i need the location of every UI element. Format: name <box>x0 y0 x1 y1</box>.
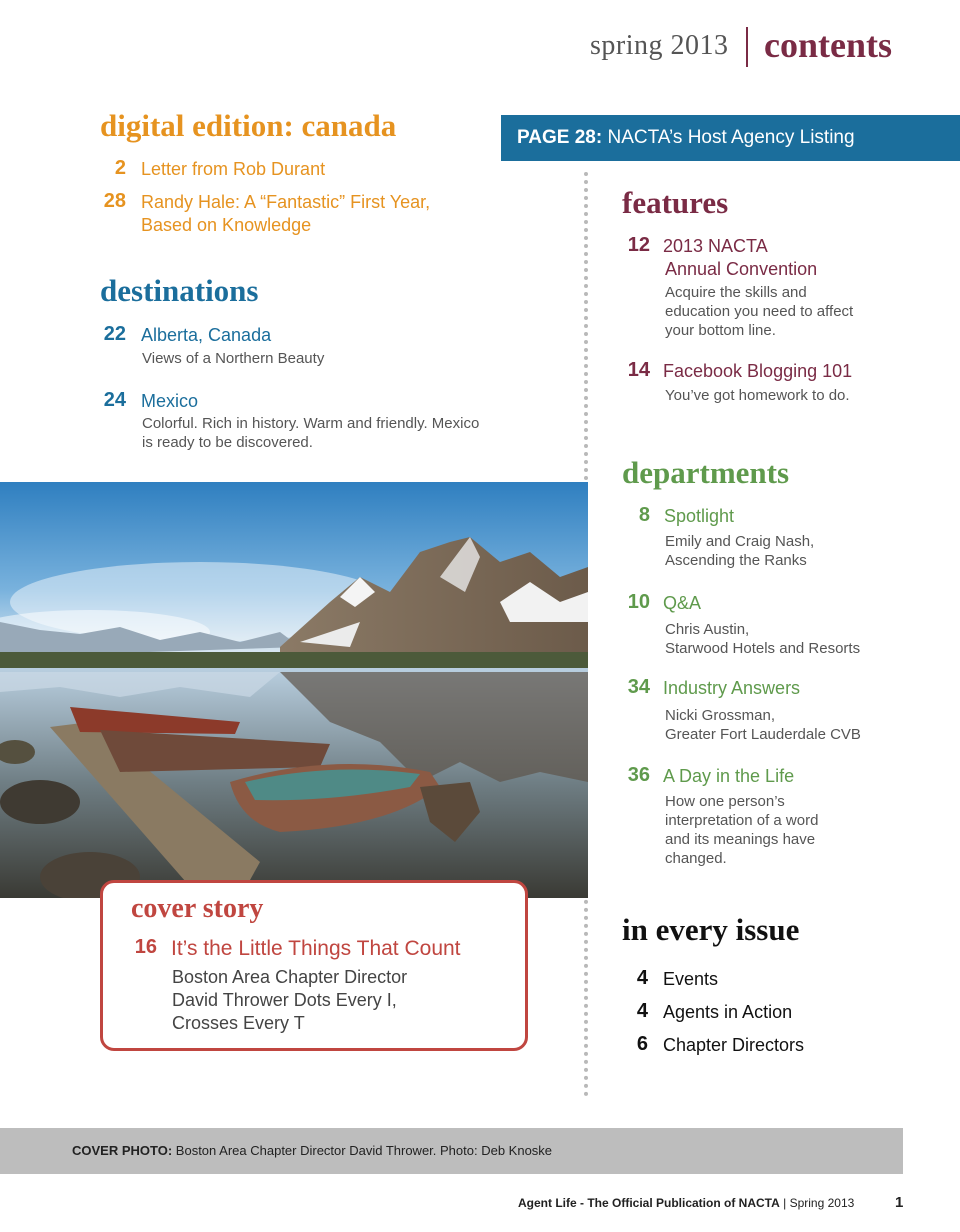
section-heading-every-issue: in every issue <box>622 912 800 947</box>
desc-line: your bottom line. <box>665 322 776 339</box>
desc-line: Boston Area Chapter Director <box>172 967 408 987</box>
issue-label: | Spring 2013 <box>783 1196 855 1210</box>
desc-line: is ready to be discovered. <box>142 434 313 451</box>
toc-entry-title[interactable]: Letter from Rob Durant <box>141 159 326 179</box>
cover-photo <box>0 482 588 898</box>
toc-entry-description: Views of a Northern Beauty <box>142 350 325 367</box>
desc-line: Nicki Grossman, <box>665 707 776 724</box>
toc-entry-title[interactable]: Mexico <box>141 391 199 411</box>
publication-name: Agent Life - The Official Publication of NACTA <box>518 1196 780 1210</box>
page-number: 10 <box>627 591 650 613</box>
section-heading-destinations: destinations <box>100 273 259 308</box>
issue-season: spring 2013 <box>590 30 729 61</box>
toc-entry-title[interactable]: Q&A <box>663 593 702 613</box>
toc-entry-title[interactable]: Events <box>663 969 719 989</box>
page-number: 28 <box>103 190 126 212</box>
toc-entry-description <box>665 620 860 658</box>
desc-line: Chris Austin, <box>665 621 750 638</box>
toc-entry-description <box>665 532 814 570</box>
desc-line: Greater Fort Lauderdale CVB <box>665 726 861 743</box>
title-line: Annual Convention <box>665 259 818 279</box>
desc-line: changed. <box>665 850 727 867</box>
photo-credit-label: COVER PHOTO: <box>72 1143 173 1158</box>
toc-entry-title[interactable]: Industry Answers <box>663 678 801 698</box>
photo-credit-text: Boston Area Chapter Director David Thrower. Photo: Deb Knoske <box>175 1143 553 1158</box>
page-number: 34 <box>627 676 650 698</box>
desc-line: David Thrower Dots Every I, <box>172 990 397 1010</box>
page-number: 8 <box>638 504 650 526</box>
title-line: Randy Hale: A “Fantastic” First Year, <box>141 192 431 212</box>
page-number: 16 <box>134 936 157 958</box>
toc-entry-title[interactable] <box>663 235 817 281</box>
title-line: Based on Knowledge <box>141 215 312 235</box>
page-number: 4 <box>636 967 648 989</box>
toc-entry-description <box>665 283 853 340</box>
section-heading-digital: digital edition: canada <box>100 108 397 143</box>
desc-line: Emily and Craig Nash, <box>665 533 815 550</box>
page-number: 2 <box>114 157 126 179</box>
toc-entry-description <box>142 414 479 452</box>
page-number: 36 <box>627 764 650 786</box>
section-heading-cover-story: cover story <box>131 893 264 924</box>
desc-line: Ascending the Ranks <box>665 552 807 569</box>
toc-entry-description <box>665 706 861 744</box>
publication-footer <box>518 1196 854 1210</box>
desc-line: Crosses Every T <box>172 1013 305 1033</box>
desc-line: interpretation of a word <box>665 812 819 829</box>
toc-entry-title[interactable]: Spotlight <box>664 506 735 526</box>
section-heading-features: features <box>622 185 729 220</box>
desc-line: education you need to affect <box>665 303 854 320</box>
cover-photo-credit <box>72 1143 552 1158</box>
title-line: 2013 NACTA <box>663 236 768 256</box>
toc-entry-title[interactable]: Facebook Blogging 101 <box>663 361 853 381</box>
desc-line: Acquire the skills and <box>665 284 807 301</box>
section-heading-departments: departments <box>622 455 790 490</box>
toc-entry-title[interactable] <box>141 191 430 237</box>
toc-entry-title[interactable]: Chapter Directors <box>663 1035 805 1055</box>
page-number: 24 <box>103 389 126 411</box>
desc-line: Colorful. Rich in history. Warm and friendly. Mexico <box>142 415 480 432</box>
toc-entry-title[interactable]: Agents in Action <box>663 1002 793 1022</box>
page-number: 6 <box>636 1033 648 1055</box>
page-number: 14 <box>627 359 650 381</box>
page-number: 22 <box>103 323 126 345</box>
toc-entry-description <box>172 966 407 1035</box>
toc-entry-description <box>665 792 818 868</box>
banner-text: NACTA’s Host Agency Listing <box>607 127 855 148</box>
desc-line: How one person’s <box>665 793 785 810</box>
page-title: contents <box>764 25 892 65</box>
desc-line: Starwood Hotels and Resorts <box>665 640 861 657</box>
toc-entry-description: You’ve got homework to do. <box>665 387 850 404</box>
page-number-footer: 1 <box>895 1194 904 1211</box>
toc-entry-title[interactable]: Alberta, Canada <box>141 325 272 345</box>
toc-entry-title[interactable]: It’s the Little Things That Count <box>171 937 461 960</box>
host-agency-banner[interactable] <box>501 115 960 161</box>
banner-page-label: PAGE 28: <box>517 127 603 148</box>
page-number: 12 <box>627 234 650 256</box>
lake-landscape-image <box>0 482 588 898</box>
toc-entry-title[interactable]: A Day in the Life <box>663 766 795 786</box>
page-number: 4 <box>636 1000 648 1022</box>
header-divider <box>746 27 748 67</box>
desc-line: and its meanings have <box>665 831 816 848</box>
